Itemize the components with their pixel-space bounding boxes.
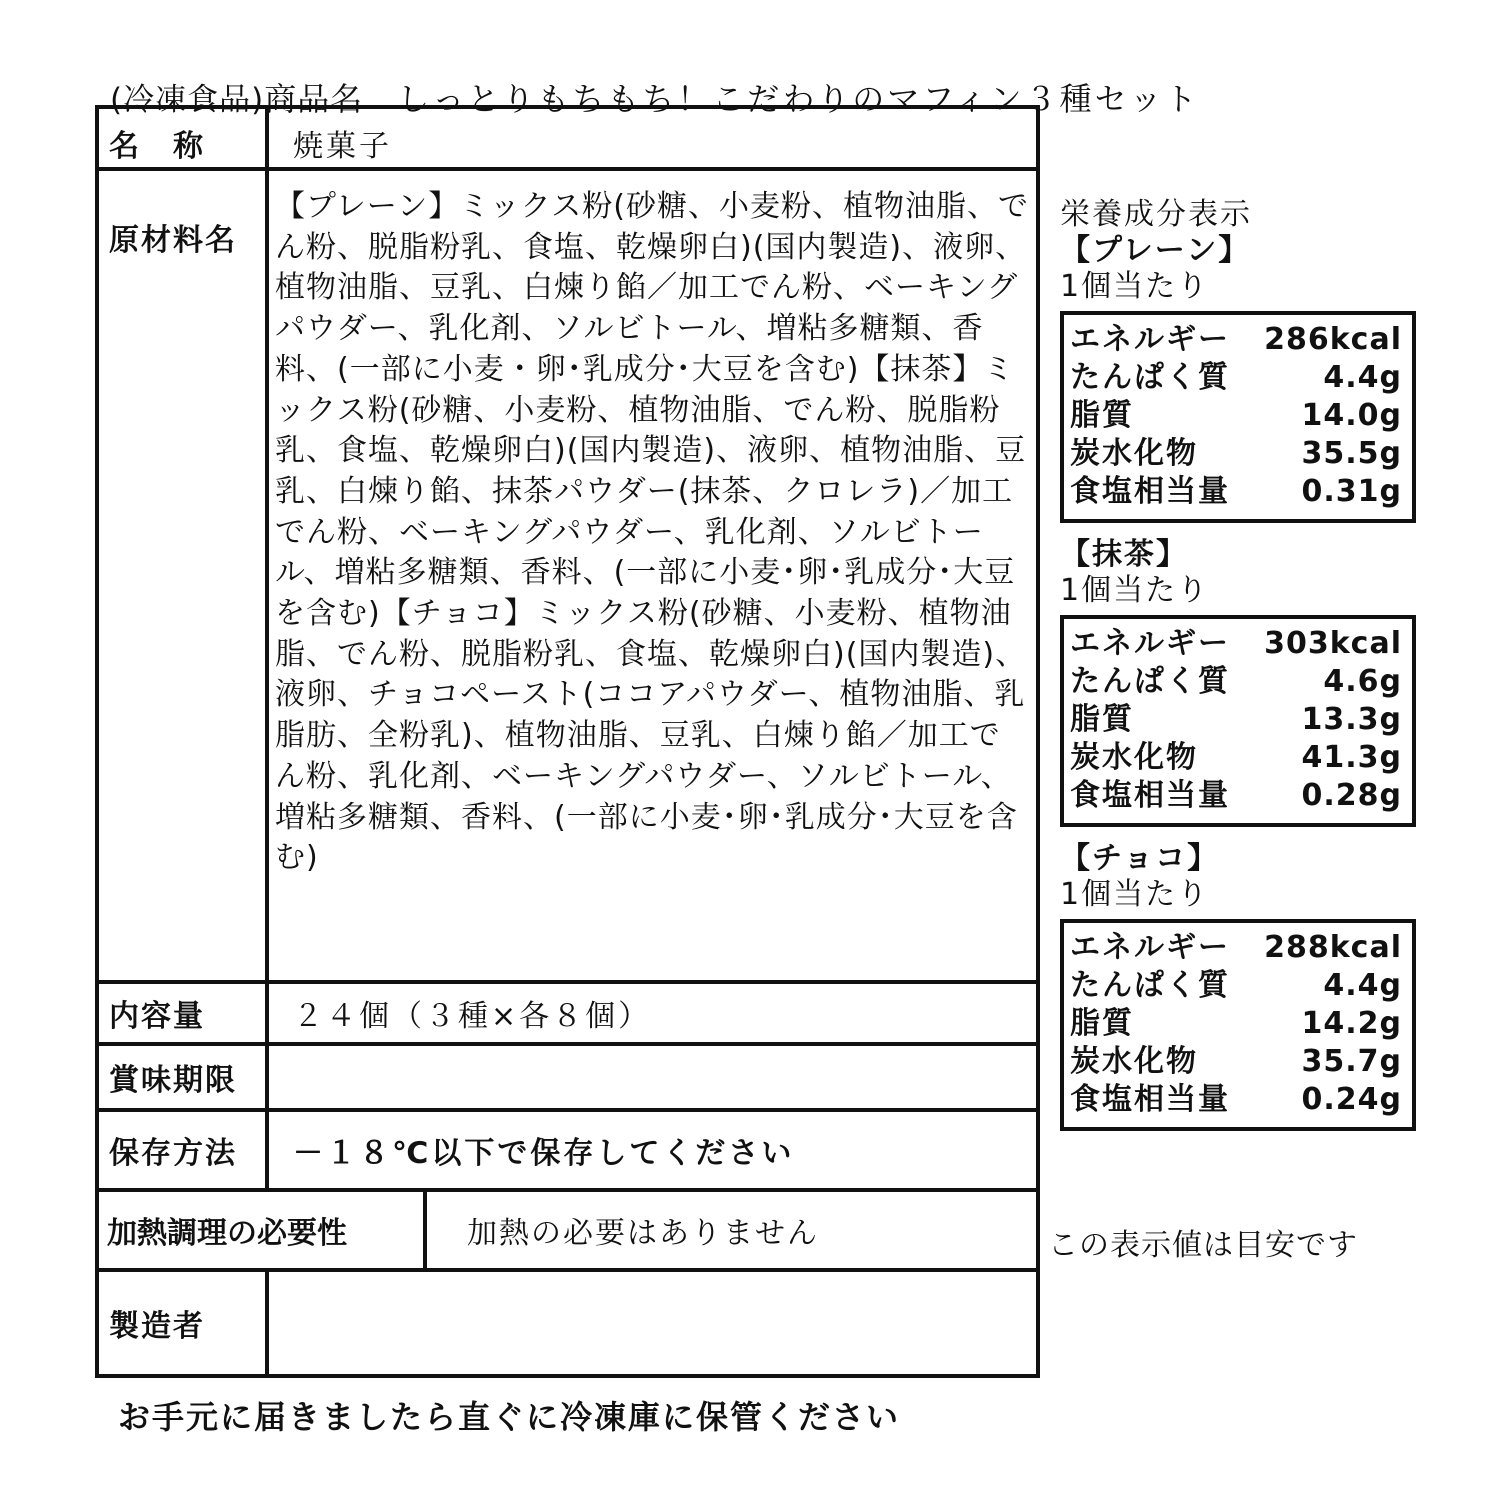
manufacturer-row bbox=[97, 1270, 1038, 1376]
nutrient-value: 4.6g bbox=[1323, 664, 1402, 699]
best-before-value bbox=[267, 1044, 1038, 1110]
section-name-plain: 【プレーン】 bbox=[1060, 233, 1251, 268]
ingredients-value: 【プレーン】ミックス粉(砂糖、小麦粉、植物油脂、でん粉、脱脂粉乳、食塩、乾燥卵白)(国内製造)、液卵、植物油脂、豆乳、白煉り餡／加工でん粉、ベーキングパウダー、乳化剤、ソルビトール、増粘多糖類、香料、(一部に小麦・卵･乳成分･大豆を含む)【抹茶】ミックス粉(砂糖、小麦粉、植物油脂、でん粉、脱脂粉乳、食塩、乾燥卵白)(国内製造)、液卵、植物油脂、豆乳、白煉り餡、抹茶パウダー(抹茶、クロレラ)／加工でん粉、ベーキングパウダー、乳化剤、ソルビトール、増粘多糖類、香料、(一部に小麦･卵･乳成分･大豆を含む)【チョコ】ミックス粉(砂糖、小麦粉、植物油脂、でん粉、脱脂粉乳、食塩、乾燥卵白)(国内製造)、液卵、チョコペースト(ココアパウダー、植物油脂、乳脂肪、全粉乳)、植物油脂、豆乳、白煉り餡／加工でん粉、乳化剤、ベーキングパウダー、ソルビトール、増粘多糖類、香料、(一部に小麦･卵･乳成分･大豆を含む) bbox=[267, 169, 1038, 982]
storage-row bbox=[97, 1110, 1038, 1190]
product-name-label: 商品名 bbox=[264, 80, 364, 118]
protein-row bbox=[1070, 967, 1402, 1005]
per-unit-plain: 1個当たり bbox=[1060, 269, 1210, 304]
nutrient-label: 脂質 bbox=[1070, 1006, 1134, 1041]
manufacturer-value bbox=[267, 1270, 1038, 1376]
nutrient-value: 35.5g bbox=[1301, 436, 1402, 471]
nutrient-label: 炭水化物 bbox=[1070, 740, 1198, 775]
nutrient-label: 食塩相当量 bbox=[1070, 1082, 1230, 1117]
nutrient-label: たんぱく質 bbox=[1070, 664, 1230, 699]
section-name-matcha: 【抹茶】 bbox=[1060, 537, 1188, 572]
contents-value: ２４個（３種×各８個） bbox=[267, 982, 1038, 1044]
section-name-choco: 【チョコ】 bbox=[1060, 841, 1220, 876]
per-unit-choco: 1個当たり bbox=[1060, 877, 1210, 912]
category-label: (冷凍食品) bbox=[110, 82, 265, 118]
nutrition-note: この表示値は目安です bbox=[1048, 1228, 1358, 1263]
nutrient-value: 288kcal bbox=[1264, 930, 1402, 965]
nutrient-label: 食塩相当量 bbox=[1070, 778, 1230, 813]
product-name: しっとりもちもち！こだわりのマフィン３種セット bbox=[397, 80, 1200, 118]
name-value: 焼菓子 bbox=[267, 107, 1038, 169]
nutrient-label: たんぱく質 bbox=[1070, 360, 1230, 395]
best-before-header: 賞味期限 bbox=[97, 1044, 267, 1110]
best-before-row bbox=[97, 1044, 1038, 1110]
nutrient-value: 303kcal bbox=[1264, 626, 1402, 661]
food-label-table bbox=[95, 105, 1040, 1378]
manufacturer-header: 製造者 bbox=[97, 1270, 267, 1376]
nutrient-value: 286kcal bbox=[1264, 322, 1402, 357]
nutrition-panel bbox=[1060, 197, 1420, 1145]
nutrient-label: エネルギー bbox=[1070, 930, 1230, 965]
storage-notice: お手元に届きましたら直ぐに冷凍庫に保管ください bbox=[118, 1398, 901, 1436]
protein-row bbox=[1070, 359, 1402, 397]
nutrient-value: 14.2g bbox=[1301, 1006, 1402, 1041]
carbs-row bbox=[1070, 1043, 1402, 1081]
nutrient-value: 13.3g bbox=[1301, 702, 1402, 737]
energy-row bbox=[1070, 321, 1402, 359]
nutrient-value: 0.31g bbox=[1301, 474, 1402, 509]
carbs-row bbox=[1070, 435, 1402, 473]
fat-row bbox=[1070, 1005, 1402, 1043]
nutrient-label: 脂質 bbox=[1070, 398, 1134, 433]
heating-row bbox=[97, 1190, 1038, 1270]
ingredients-row bbox=[97, 169, 1038, 982]
name-row bbox=[97, 107, 1038, 169]
contents-header: 内容量 bbox=[97, 982, 267, 1044]
nutrient-label: 炭水化物 bbox=[1070, 436, 1198, 471]
nutrient-label: エネルギー bbox=[1070, 626, 1230, 661]
protein-row bbox=[1070, 663, 1402, 701]
nutrient-value: 4.4g bbox=[1323, 968, 1402, 1003]
fat-row bbox=[1070, 701, 1402, 739]
heating-header: 加熱調理の必要性 bbox=[99, 1192, 425, 1268]
nutrition-box-plain bbox=[1060, 311, 1416, 523]
nutrient-value: 0.28g bbox=[1301, 778, 1402, 813]
salt-row bbox=[1070, 777, 1402, 815]
salt-row bbox=[1070, 1081, 1402, 1119]
nutrient-value: 35.7g bbox=[1301, 1044, 1402, 1079]
nutrient-label: 食塩相当量 bbox=[1070, 474, 1230, 509]
nutrient-label: 脂質 bbox=[1070, 702, 1134, 737]
nutrition-box-choco bbox=[1060, 919, 1416, 1131]
nutrient-label: エネルギー bbox=[1070, 322, 1230, 357]
salt-row bbox=[1070, 473, 1402, 511]
fat-row bbox=[1070, 397, 1402, 435]
nutrition-box-matcha bbox=[1060, 615, 1416, 827]
storage-header: 保存方法 bbox=[97, 1110, 267, 1190]
nutrient-value: 41.3g bbox=[1301, 740, 1402, 775]
energy-row bbox=[1070, 929, 1402, 967]
heating-value: 加熱の必要はありません bbox=[467, 1216, 819, 1251]
nutrient-label: たんぱく質 bbox=[1070, 968, 1230, 1003]
nutrient-value: 14.0g bbox=[1301, 398, 1402, 433]
contents-row bbox=[97, 982, 1038, 1044]
carbs-row bbox=[1070, 739, 1402, 777]
per-unit-matcha: 1個当たり bbox=[1060, 573, 1210, 608]
nutrient-value: 4.4g bbox=[1323, 360, 1402, 395]
nutrient-label: 炭水化物 bbox=[1070, 1044, 1198, 1079]
storage-value: －１８℃以下で保存してください bbox=[267, 1110, 1038, 1190]
name-header: 名 称 bbox=[97, 107, 267, 169]
energy-row bbox=[1070, 625, 1402, 663]
heating-inner bbox=[99, 1192, 1036, 1268]
ingredients-header: 原材料名 bbox=[97, 169, 267, 982]
nutrition-title: 栄養成分表示 bbox=[1060, 197, 1252, 232]
nutrient-value: 0.24g bbox=[1301, 1082, 1402, 1117]
